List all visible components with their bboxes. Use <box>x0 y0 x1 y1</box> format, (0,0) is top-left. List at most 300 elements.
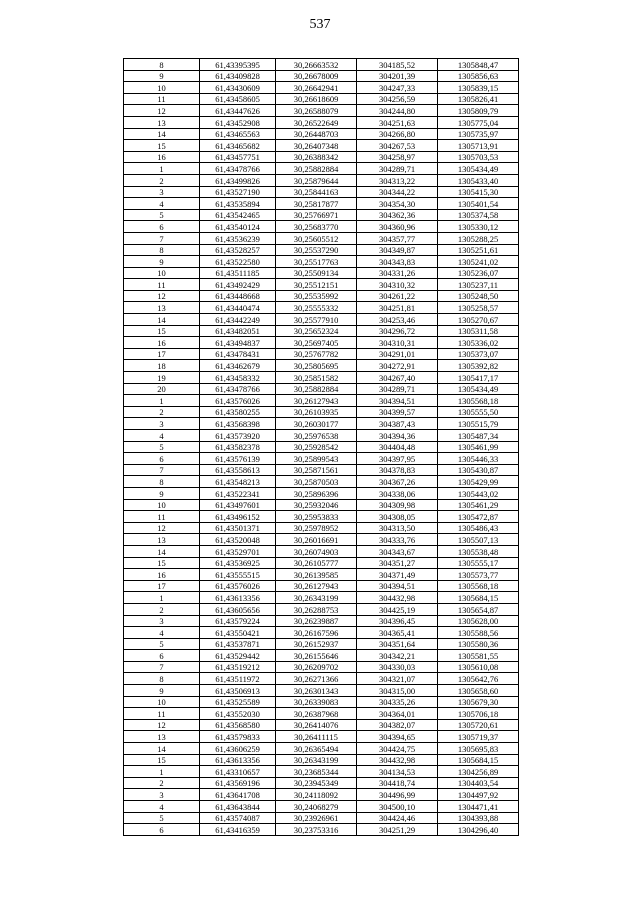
page-number: 537 <box>309 17 331 32</box>
y-coordinate-cell: 1305826,41 <box>438 93 519 105</box>
x-coordinate-cell: 304394,36 <box>357 430 438 442</box>
latitude-cell: 61,43536925 <box>200 557 276 569</box>
longitude-cell: 30,26407348 <box>276 140 357 152</box>
point-number-cell: 5 <box>124 209 200 221</box>
latitude-cell: 61,43522341 <box>200 487 276 499</box>
table-row <box>124 824 519 836</box>
longitude-cell: 30,26301343 <box>276 685 357 697</box>
y-coordinate-cell: 1305401,54 <box>438 198 519 210</box>
x-coordinate-cell: 304342,21 <box>357 650 438 662</box>
y-coordinate-cell: 1305251,61 <box>438 244 519 256</box>
longitude-cell: 30,25767782 <box>276 348 357 360</box>
longitude-cell: 30,26522649 <box>276 116 357 128</box>
y-coordinate-cell: 1305679,30 <box>438 696 519 708</box>
point-number-cell: 17 <box>124 348 200 360</box>
latitude-cell: 61,43582378 <box>200 441 276 453</box>
point-number-cell: 10 <box>124 499 200 511</box>
longitude-cell: 30,25535992 <box>276 290 357 302</box>
longitude-cell: 30,26343199 <box>276 754 357 766</box>
latitude-cell: 61,43525589 <box>200 696 276 708</box>
y-coordinate-cell: 1305684,15 <box>438 592 519 604</box>
y-coordinate-cell: 1305417,17 <box>438 372 519 384</box>
latitude-cell: 61,43522580 <box>200 256 276 268</box>
y-coordinate-cell: 1305538,48 <box>438 545 519 557</box>
x-coordinate-cell: 304267,53 <box>357 140 438 152</box>
x-coordinate-cell: 304267,40 <box>357 372 438 384</box>
table-row <box>124 383 519 395</box>
longitude-cell: 30,25978952 <box>276 522 357 534</box>
y-coordinate-cell: 1305568,18 <box>438 395 519 407</box>
table-row <box>124 256 519 268</box>
x-coordinate-cell: 304310,32 <box>357 279 438 291</box>
table-row <box>124 395 519 407</box>
point-number-cell: 14 <box>124 314 200 326</box>
table-row <box>124 314 519 326</box>
x-coordinate-cell: 304253,46 <box>357 314 438 326</box>
latitude-cell: 61,43552030 <box>200 708 276 720</box>
latitude-cell: 61,43580255 <box>200 406 276 418</box>
latitude-cell: 61,43462679 <box>200 360 276 372</box>
longitude-cell: 30,25882884 <box>276 383 357 395</box>
x-coordinate-cell: 304330,03 <box>357 661 438 673</box>
y-coordinate-cell: 1305684,15 <box>438 754 519 766</box>
y-coordinate-cell: 1305330,12 <box>438 221 519 233</box>
x-coordinate-cell: 304399,57 <box>357 406 438 418</box>
point-number-cell: 12 <box>124 522 200 534</box>
x-coordinate-cell: 304394,51 <box>357 395 438 407</box>
x-coordinate-cell: 304289,71 <box>357 383 438 395</box>
y-coordinate-cell: 1305258,57 <box>438 302 519 314</box>
table-row <box>124 406 519 418</box>
table-row <box>124 198 519 210</box>
point-number-cell: 15 <box>124 754 200 766</box>
table-row <box>124 128 519 140</box>
latitude-cell: 61,43606259 <box>200 743 276 755</box>
y-coordinate-cell: 1305443,02 <box>438 487 519 499</box>
point-number-cell: 7 <box>124 232 200 244</box>
point-number-cell: 18 <box>124 360 200 372</box>
table-row <box>124 93 519 105</box>
x-coordinate-cell: 304354,30 <box>357 198 438 210</box>
longitude-cell: 30,24118092 <box>276 789 357 801</box>
y-coordinate-cell: 1305373,07 <box>438 348 519 360</box>
point-number-cell: 3 <box>124 615 200 627</box>
point-number-cell: 9 <box>124 256 200 268</box>
longitude-cell: 30,25879644 <box>276 174 357 186</box>
x-coordinate-cell: 304313,22 <box>357 174 438 186</box>
y-coordinate-cell: 1305486,43 <box>438 522 519 534</box>
x-coordinate-cell: 304343,67 <box>357 545 438 557</box>
latitude-cell: 61,43605656 <box>200 603 276 615</box>
x-coordinate-cell: 304289,71 <box>357 163 438 175</box>
x-coordinate-cell: 304418,74 <box>357 777 438 789</box>
point-number-cell: 12 <box>124 105 200 117</box>
latitude-cell: 61,43465563 <box>200 128 276 140</box>
latitude-cell: 61,43568398 <box>200 418 276 430</box>
x-coordinate-cell: 304308,05 <box>357 511 438 523</box>
x-coordinate-cell: 304365,41 <box>357 627 438 639</box>
point-number-cell: 7 <box>124 661 200 673</box>
longitude-cell: 30,26167596 <box>276 627 357 639</box>
point-number-cell: 1 <box>124 395 200 407</box>
table-row <box>124 209 519 221</box>
longitude-cell: 30,26271366 <box>276 673 357 685</box>
table-row <box>124 569 519 581</box>
latitude-cell: 61,43542465 <box>200 209 276 221</box>
y-coordinate-cell: 1305487,34 <box>438 430 519 442</box>
table-row <box>124 511 519 523</box>
x-coordinate-cell: 304321,07 <box>357 673 438 685</box>
point-number-cell: 13 <box>124 116 200 128</box>
point-number-cell: 14 <box>124 128 200 140</box>
table-row <box>124 766 519 778</box>
y-coordinate-cell: 1304471,41 <box>438 801 519 813</box>
y-coordinate-cell: 1305374,58 <box>438 209 519 221</box>
latitude-cell: 61,43447626 <box>200 105 276 117</box>
y-coordinate-cell: 1305433,40 <box>438 174 519 186</box>
x-coordinate-cell: 304338,06 <box>357 487 438 499</box>
point-number-cell: 16 <box>124 337 200 349</box>
y-coordinate-cell: 1304393,88 <box>438 812 519 824</box>
table-row <box>124 151 519 163</box>
longitude-cell: 30,26448703 <box>276 128 357 140</box>
latitude-cell: 61,43520048 <box>200 534 276 546</box>
y-coordinate-cell: 1305236,07 <box>438 267 519 279</box>
latitude-cell: 61,43478431 <box>200 348 276 360</box>
latitude-cell: 61,43501371 <box>200 522 276 534</box>
y-coordinate-cell: 1305839,15 <box>438 82 519 94</box>
longitude-cell: 30,25953833 <box>276 511 357 523</box>
longitude-cell: 30,25928542 <box>276 441 357 453</box>
table-row <box>124 464 519 476</box>
table-row <box>124 441 519 453</box>
y-coordinate-cell: 1305336,02 <box>438 337 519 349</box>
x-coordinate-cell: 304387,43 <box>357 418 438 430</box>
longitude-cell: 30,25844163 <box>276 186 357 198</box>
longitude-cell: 30,26016691 <box>276 534 357 546</box>
latitude-cell: 61,43458605 <box>200 93 276 105</box>
point-number-cell: 1 <box>124 163 200 175</box>
point-number-cell: 15 <box>124 325 200 337</box>
table-row <box>124 325 519 337</box>
point-number-cell: 4 <box>124 198 200 210</box>
longitude-cell: 30,25509134 <box>276 267 357 279</box>
longitude-cell: 30,26387968 <box>276 708 357 720</box>
y-coordinate-cell: 1305581,55 <box>438 650 519 662</box>
y-coordinate-cell: 1304256,89 <box>438 766 519 778</box>
x-coordinate-cell: 304201,39 <box>357 70 438 82</box>
table-row <box>124 70 519 82</box>
table-row <box>124 279 519 291</box>
longitude-cell: 30,26105777 <box>276 557 357 569</box>
latitude-cell: 61,43643844 <box>200 801 276 813</box>
table-row <box>124 430 519 442</box>
y-coordinate-cell: 1305735,97 <box>438 128 519 140</box>
table-row <box>124 789 519 801</box>
table-row <box>124 615 519 627</box>
x-coordinate-cell: 304367,26 <box>357 476 438 488</box>
y-coordinate-cell: 1305848,47 <box>438 59 519 71</box>
latitude-cell: 61,43568580 <box>200 719 276 731</box>
longitude-cell: 30,25899543 <box>276 453 357 465</box>
longitude-cell: 30,26663532 <box>276 59 357 71</box>
longitude-cell: 30,26411115 <box>276 731 357 743</box>
y-coordinate-cell: 1305392,82 <box>438 360 519 372</box>
longitude-cell: 30,25537290 <box>276 244 357 256</box>
y-coordinate-cell: 1305809,79 <box>438 105 519 117</box>
table-row <box>124 673 519 685</box>
y-coordinate-cell: 1305270,67 <box>438 314 519 326</box>
x-coordinate-cell: 304251,63 <box>357 116 438 128</box>
table-row <box>124 186 519 198</box>
table-row <box>124 499 519 511</box>
table-row <box>124 685 519 697</box>
point-number-cell: 11 <box>124 708 200 720</box>
table-row <box>124 116 519 128</box>
point-number-cell: 2 <box>124 603 200 615</box>
longitude-cell: 30,23926961 <box>276 812 357 824</box>
longitude-cell: 30,25896396 <box>276 487 357 499</box>
table-row <box>124 603 519 615</box>
table-row <box>124 650 519 662</box>
longitude-cell: 30,25555332 <box>276 302 357 314</box>
latitude-cell: 61,43492429 <box>200 279 276 291</box>
point-number-cell: 6 <box>124 453 200 465</box>
y-coordinate-cell: 1305415,30 <box>438 186 519 198</box>
table-row <box>124 360 519 372</box>
point-number-cell: 16 <box>124 569 200 581</box>
table-row <box>124 627 519 639</box>
longitude-cell: 30,25605512 <box>276 232 357 244</box>
longitude-cell: 30,26152937 <box>276 638 357 650</box>
point-number-cell: 12 <box>124 719 200 731</box>
longitude-cell: 30,26642941 <box>276 82 357 94</box>
table-row <box>124 290 519 302</box>
table-row <box>124 661 519 673</box>
table-row <box>124 812 519 824</box>
x-coordinate-cell: 304247,33 <box>357 82 438 94</box>
y-coordinate-cell: 1304296,40 <box>438 824 519 836</box>
longitude-cell: 30,26074903 <box>276 545 357 557</box>
point-number-cell: 10 <box>124 696 200 708</box>
table-row <box>124 244 519 256</box>
latitude-cell: 61,43548213 <box>200 476 276 488</box>
point-number-cell: 3 <box>124 418 200 430</box>
x-coordinate-cell: 304382,07 <box>357 719 438 731</box>
y-coordinate-cell: 1305654,87 <box>438 603 519 615</box>
point-number-cell: 11 <box>124 279 200 291</box>
latitude-cell: 61,43506913 <box>200 685 276 697</box>
y-coordinate-cell: 1305434,49 <box>438 383 519 395</box>
table-row <box>124 140 519 152</box>
table-row <box>124 708 519 720</box>
table-row <box>124 557 519 569</box>
x-coordinate-cell: 304310,31 <box>357 337 438 349</box>
longitude-cell: 30,23753316 <box>276 824 357 836</box>
table-row <box>124 348 519 360</box>
table-row <box>124 801 519 813</box>
x-coordinate-cell: 304335,26 <box>357 696 438 708</box>
x-coordinate-cell: 304496,99 <box>357 789 438 801</box>
latitude-cell: 61,43465682 <box>200 140 276 152</box>
latitude-cell: 61,43430609 <box>200 82 276 94</box>
y-coordinate-cell: 1305241,02 <box>438 256 519 268</box>
y-coordinate-cell: 1305580,36 <box>438 638 519 650</box>
x-coordinate-cell: 304364,01 <box>357 708 438 720</box>
y-coordinate-cell: 1305856,63 <box>438 70 519 82</box>
x-coordinate-cell: 304134,53 <box>357 766 438 778</box>
latitude-cell: 61,43613356 <box>200 592 276 604</box>
latitude-cell: 61,43448668 <box>200 290 276 302</box>
latitude-cell: 61,43536239 <box>200 232 276 244</box>
y-coordinate-cell: 1305461,99 <box>438 441 519 453</box>
table-row <box>124 487 519 499</box>
point-number-cell: 9 <box>124 685 200 697</box>
latitude-cell: 61,43576026 <box>200 395 276 407</box>
x-coordinate-cell: 304296,72 <box>357 325 438 337</box>
y-coordinate-cell: 1305507,13 <box>438 534 519 546</box>
table-row <box>124 476 519 488</box>
x-coordinate-cell: 304500,10 <box>357 801 438 813</box>
x-coordinate-cell: 304272,91 <box>357 360 438 372</box>
point-number-cell: 7 <box>124 464 200 476</box>
latitude-cell: 61,43569196 <box>200 777 276 789</box>
latitude-cell: 61,43496152 <box>200 511 276 523</box>
y-coordinate-cell: 1305573,77 <box>438 569 519 581</box>
longitude-cell: 30,26239887 <box>276 615 357 627</box>
longitude-cell: 30,23945349 <box>276 777 357 789</box>
longitude-cell: 30,26388342 <box>276 151 357 163</box>
y-coordinate-cell: 1305515,79 <box>438 418 519 430</box>
y-coordinate-cell: 1305703,53 <box>438 151 519 163</box>
y-coordinate-cell: 1305628,00 <box>438 615 519 627</box>
y-coordinate-cell: 1305472,87 <box>438 511 519 523</box>
y-coordinate-cell: 1305555,50 <box>438 406 519 418</box>
y-coordinate-cell: 1305719,37 <box>438 731 519 743</box>
x-coordinate-cell: 304349,87 <box>357 244 438 256</box>
table-row <box>124 105 519 117</box>
x-coordinate-cell: 304266,80 <box>357 128 438 140</box>
x-coordinate-cell: 304432,98 <box>357 754 438 766</box>
point-number-cell: 6 <box>124 221 200 233</box>
point-number-cell: 8 <box>124 59 200 71</box>
point-number-cell: 5 <box>124 638 200 650</box>
coordinates-table-body <box>124 59 519 836</box>
y-coordinate-cell: 1305695,83 <box>438 743 519 755</box>
point-number-cell: 13 <box>124 731 200 743</box>
y-coordinate-cell: 1305568,18 <box>438 580 519 592</box>
y-coordinate-cell: 1305311,58 <box>438 325 519 337</box>
longitude-cell: 30,26209702 <box>276 661 357 673</box>
longitude-cell: 30,25870503 <box>276 476 357 488</box>
longitude-cell: 30,26127943 <box>276 580 357 592</box>
latitude-cell: 61,43529442 <box>200 650 276 662</box>
longitude-cell: 30,25932046 <box>276 499 357 511</box>
point-number-cell: 20 <box>124 383 200 395</box>
longitude-cell: 30,25652324 <box>276 325 357 337</box>
table-row <box>124 545 519 557</box>
point-number-cell: 2 <box>124 174 200 186</box>
latitude-cell: 61,43409828 <box>200 70 276 82</box>
point-number-cell: 11 <box>124 93 200 105</box>
table-row <box>124 59 519 71</box>
point-number-cell: 13 <box>124 302 200 314</box>
point-number-cell: 5 <box>124 441 200 453</box>
point-number-cell: 4 <box>124 801 200 813</box>
y-coordinate-cell: 1305610,08 <box>438 661 519 673</box>
point-number-cell: 6 <box>124 650 200 662</box>
latitude-cell: 61,43478766 <box>200 383 276 395</box>
point-number-cell: 17 <box>124 580 200 592</box>
latitude-cell: 61,43574087 <box>200 812 276 824</box>
latitude-cell: 61,43416359 <box>200 824 276 836</box>
point-number-cell: 4 <box>124 430 200 442</box>
point-number-cell: 5 <box>124 812 200 824</box>
point-number-cell: 3 <box>124 789 200 801</box>
point-number-cell: 14 <box>124 743 200 755</box>
longitude-cell: 30,25766971 <box>276 209 357 221</box>
y-coordinate-cell: 1305446,33 <box>438 453 519 465</box>
latitude-cell: 61,43576026 <box>200 580 276 592</box>
x-coordinate-cell: 304291,01 <box>357 348 438 360</box>
latitude-cell: 61,43576139 <box>200 453 276 465</box>
latitude-cell: 61,43457751 <box>200 151 276 163</box>
table-row <box>124 731 519 743</box>
latitude-cell: 61,43540124 <box>200 221 276 233</box>
longitude-cell: 30,25577910 <box>276 314 357 326</box>
point-number-cell: 1 <box>124 592 200 604</box>
point-number-cell: 12 <box>124 290 200 302</box>
x-coordinate-cell: 304309,98 <box>357 499 438 511</box>
point-number-cell: 9 <box>124 487 200 499</box>
point-number-cell: 2 <box>124 777 200 789</box>
longitude-cell: 30,26618609 <box>276 93 357 105</box>
latitude-cell: 61,43478766 <box>200 163 276 175</box>
point-number-cell: 13 <box>124 534 200 546</box>
x-coordinate-cell: 304315,00 <box>357 685 438 697</box>
table-row <box>124 696 519 708</box>
x-coordinate-cell: 304258,97 <box>357 151 438 163</box>
x-coordinate-cell: 304424,46 <box>357 812 438 824</box>
x-coordinate-cell: 304397,95 <box>357 453 438 465</box>
y-coordinate-cell: 1304497,92 <box>438 789 519 801</box>
table-row <box>124 221 519 233</box>
longitude-cell: 30,26343199 <box>276 592 357 604</box>
table-row <box>124 337 519 349</box>
longitude-cell: 30,26414076 <box>276 719 357 731</box>
longitude-cell: 30,26339083 <box>276 696 357 708</box>
point-number-cell: 16 <box>124 151 200 163</box>
point-number-cell: 8 <box>124 673 200 685</box>
latitude-cell: 61,43527190 <box>200 186 276 198</box>
table-row <box>124 232 519 244</box>
point-number-cell: 4 <box>124 627 200 639</box>
table-row <box>124 453 519 465</box>
table-row <box>124 638 519 650</box>
longitude-cell: 30,25697405 <box>276 337 357 349</box>
point-number-cell: 14 <box>124 545 200 557</box>
table-row <box>124 580 519 592</box>
latitude-cell: 61,43537871 <box>200 638 276 650</box>
table-row <box>124 777 519 789</box>
latitude-cell: 61,43613356 <box>200 754 276 766</box>
coordinates-table <box>123 58 519 836</box>
latitude-cell: 61,43494837 <box>200 337 276 349</box>
point-number-cell: 15 <box>124 140 200 152</box>
table-row <box>124 418 519 430</box>
y-coordinate-cell: 1305248,50 <box>438 290 519 302</box>
longitude-cell: 30,25817877 <box>276 198 357 210</box>
